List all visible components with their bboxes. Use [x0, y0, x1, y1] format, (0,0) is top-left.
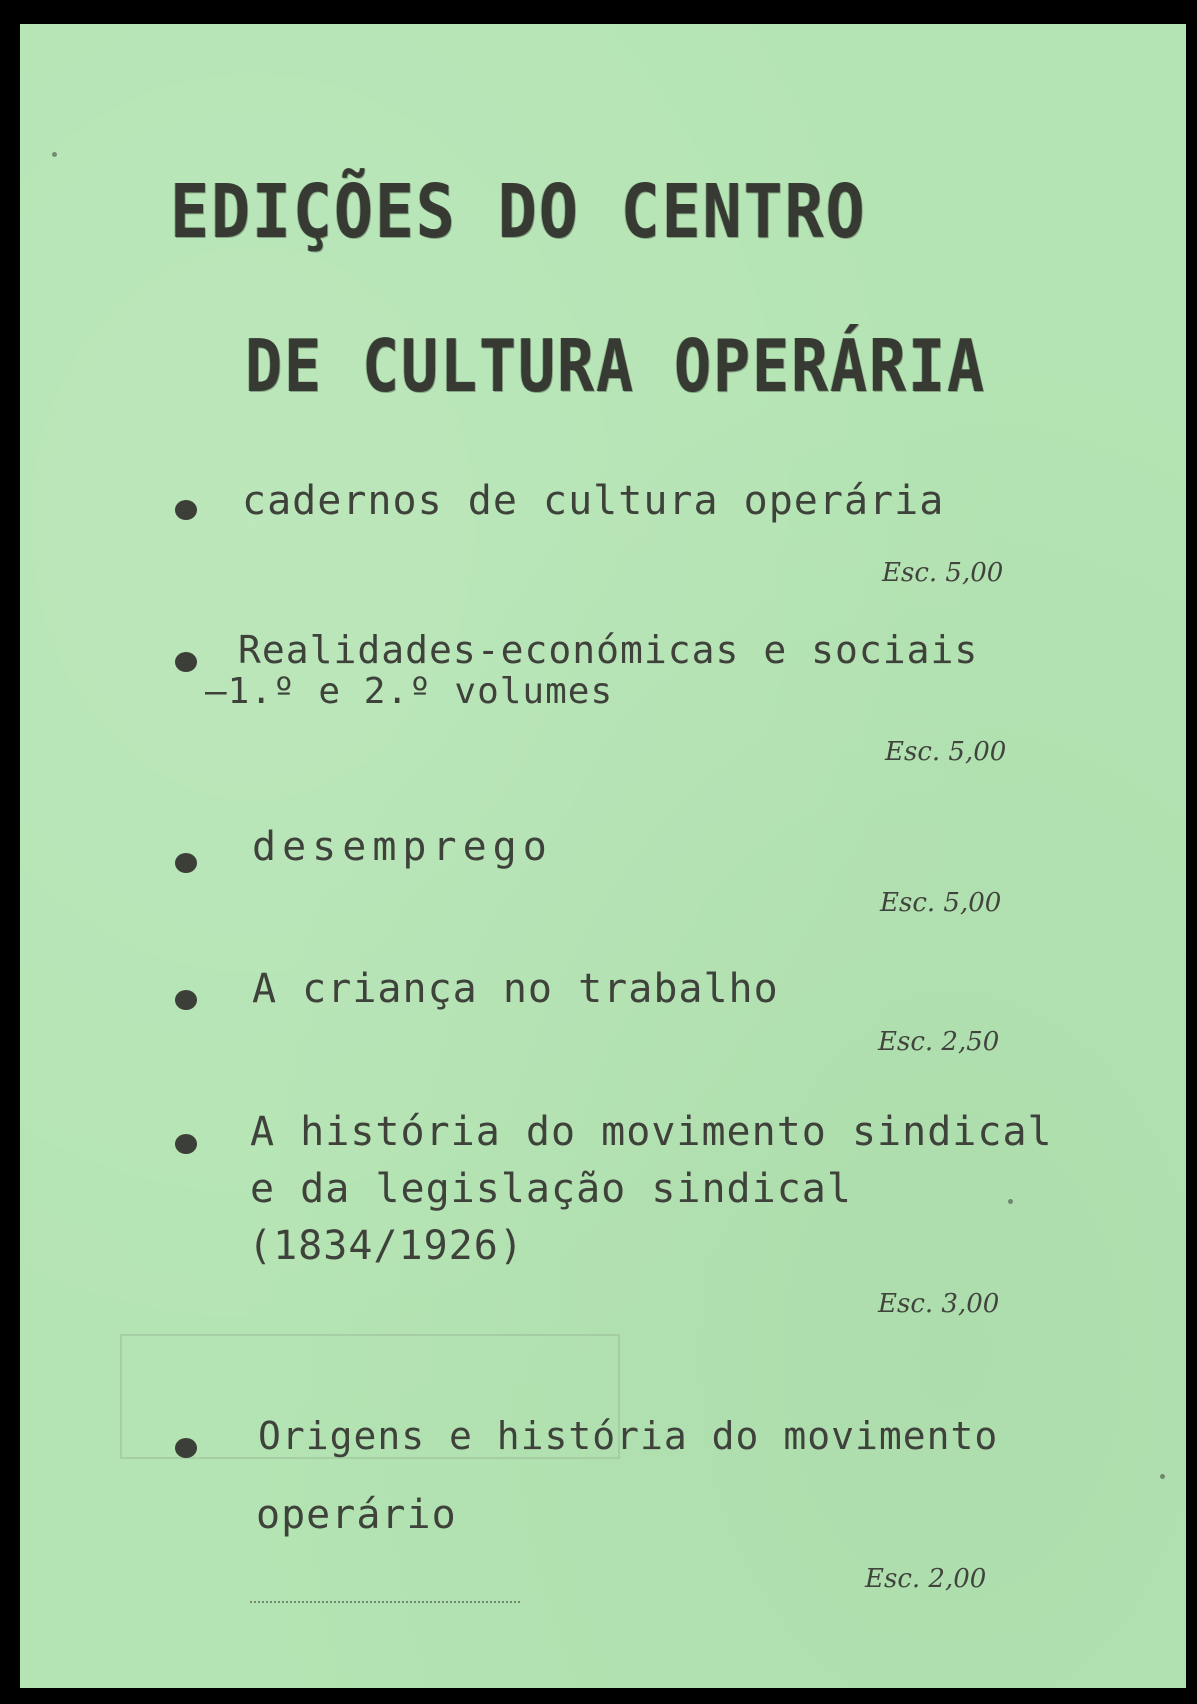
title-line-2: DE CULTURA OPERÁRIA [245, 324, 986, 408]
document-sheet [20, 24, 1186, 1688]
publication-dates: (1834/1926) [248, 1223, 524, 1269]
dotted-rule [250, 1601, 520, 1603]
publication-title: Origens e história do movimento [258, 1414, 999, 1458]
publication-price: Esc. 3,00 [878, 1289, 1000, 1319]
paper-speck [1008, 1199, 1013, 1204]
bullet-icon [175, 1438, 197, 1458]
publication-price: Esc. 5,00 [880, 888, 1002, 918]
publication-title: Realidades-económicas e sociais [238, 628, 979, 672]
publication-price: Esc. 5,00 [885, 737, 1007, 767]
bullet-icon [175, 500, 197, 520]
paper-speck [52, 152, 57, 157]
publication-subtitle: –1.º e 2.º volumes [205, 671, 614, 712]
publication-title: cadernos de cultura operária [242, 478, 945, 524]
bullet-icon [175, 1134, 197, 1154]
publication-title-continued: e da legislação sindical [250, 1166, 852, 1212]
paper-speck [1160, 1474, 1165, 1479]
bullet-icon [175, 652, 197, 672]
title-line-1: EDIÇÕES DO CENTRO [170, 169, 867, 255]
publication-title: A história do movimento sindical [250, 1109, 1053, 1155]
publication-title: A criança no trabalho [252, 966, 779, 1012]
publication-title: desemprego [252, 824, 553, 870]
publication-price: Esc. 5,00 [882, 558, 1004, 588]
bullet-icon [175, 990, 197, 1010]
publication-title-continued: operário [256, 1492, 457, 1538]
publication-price: Esc. 2,00 [865, 1564, 987, 1594]
publication-price: Esc. 2,50 [878, 1027, 1000, 1057]
bullet-icon [175, 853, 197, 873]
